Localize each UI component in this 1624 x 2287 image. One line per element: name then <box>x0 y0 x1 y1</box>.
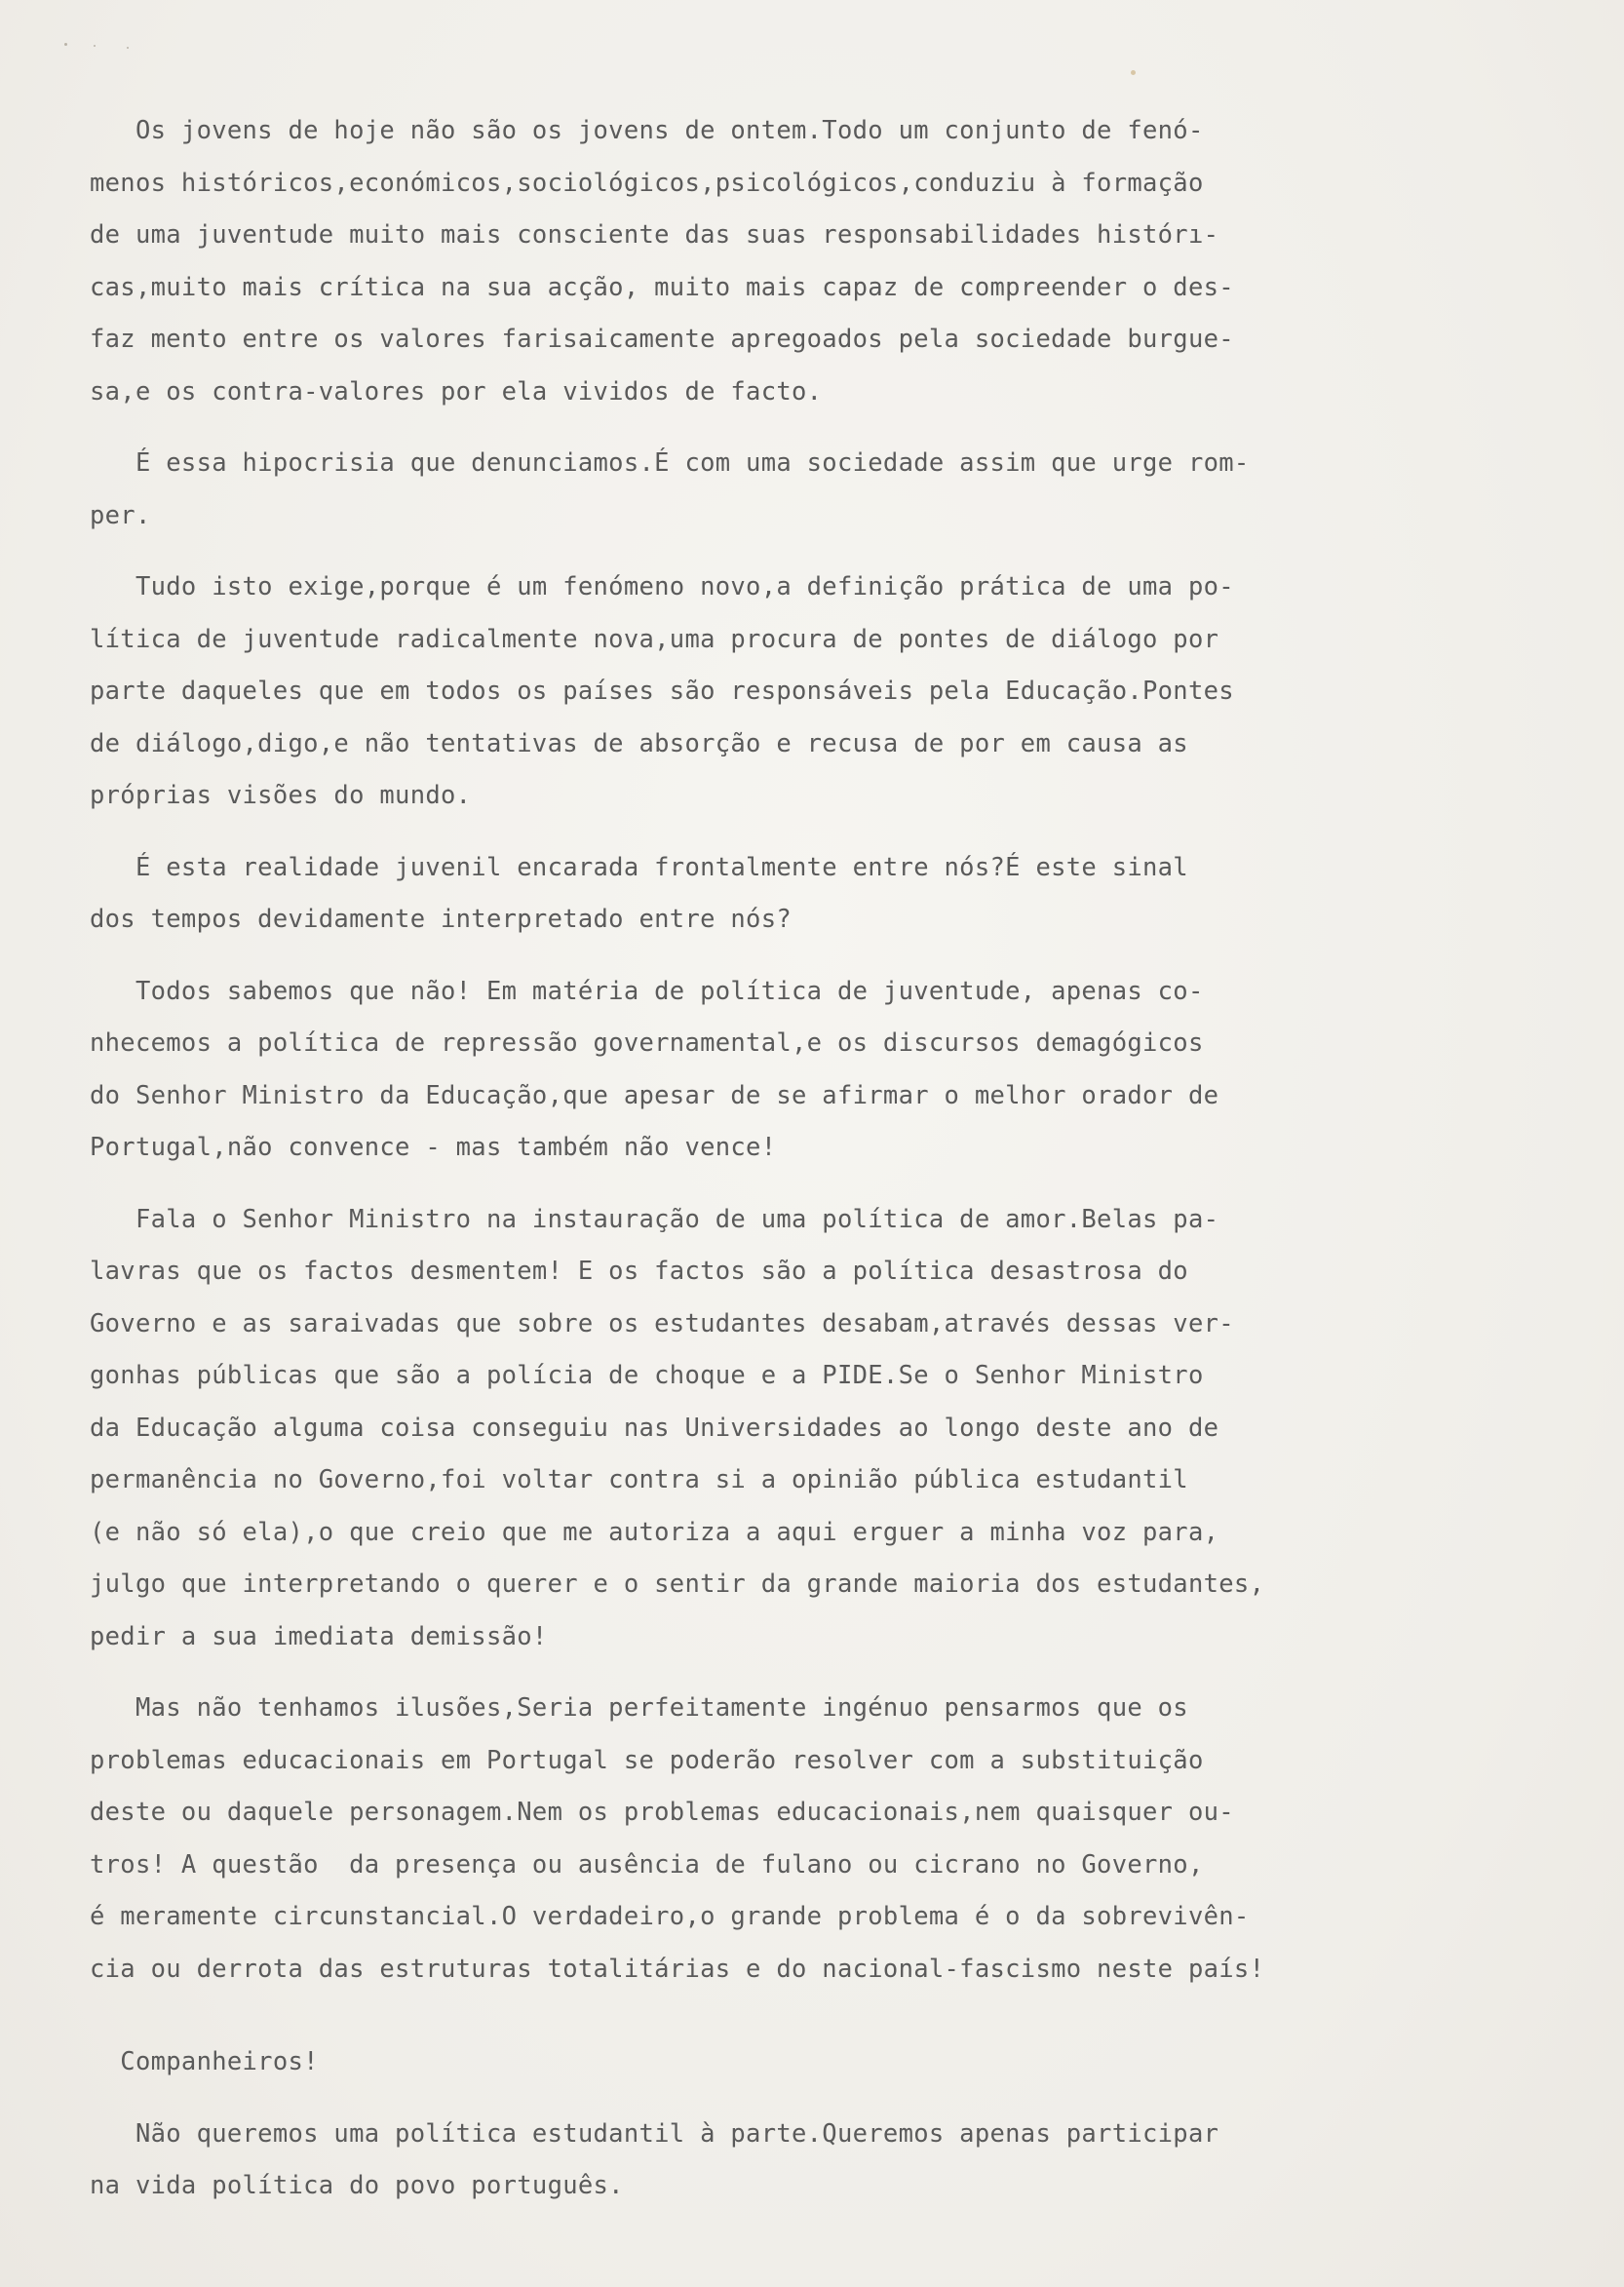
paragraph-gap <box>90 2089 1571 2109</box>
text-line: na vida política do povo português. <box>90 2171 624 2200</box>
paragraph-gap <box>90 1996 1571 2036</box>
ink-speck <box>64 43 67 46</box>
text-line: dos tempos devidamente interpretado entre nós? <box>90 905 793 934</box>
text-line: Todos sabemos que não! Em matéria de política de juventude, apenas co- <box>90 976 1204 1006</box>
text-line: pedir a sua imediata demissão! <box>90 1621 548 1651</box>
text-line: julgo que interpretando o querer e o sentir da grande maioria dos estudantes, <box>90 1570 1265 1599</box>
paragraph <box>90 842 1571 947</box>
text-line: deste ou daquele personagem.Nem os problemas educacionais,nem quaisquer ou- <box>90 1798 1234 1827</box>
text-line: tros! A questão da presença ou ausência de fulano ou cicrano no Governo, <box>90 1849 1204 1880</box>
paragraph-gap <box>90 1175 1571 1194</box>
paragraph <box>90 105 1571 418</box>
text-line: É esta realidade juvenil encarada frontalmente entre nós?É este sinal <box>90 852 1188 882</box>
paragraph-gap <box>90 1663 1571 1683</box>
text-line: per. <box>90 500 151 530</box>
document-body <box>90 105 1571 2213</box>
text-line: é meramente circunstancial.O verdadeiro,o grande problema é o da sobrevivên- <box>90 1902 1250 1931</box>
text-line: menos históricos,económicos,sociológicos,psicológicos,conduziu à formação <box>90 168 1204 198</box>
text-line: Fala o Senhor Ministro na instauração de uma política de amor.Belas pa- <box>90 1204 1219 1234</box>
text-line: de diálogo,digo,e não tentativas de absorção e recusa de por em causa as <box>90 728 1188 758</box>
text-line: Tudo isto exige,porque é um fenómeno novo,a definição prática de uma po- <box>90 572 1234 601</box>
text-line: Mas não tenhamos ilusões,Seria perfeitamente ingénuo pensarmos que os <box>90 1693 1188 1723</box>
text-line: gonhas públicas que são a polícia de choque e a PIDE.Se o Senhor Ministro <box>90 1361 1204 1390</box>
text-line: parte daqueles que em todos os países são responsáveis pela Educação.Pontes <box>90 677 1234 706</box>
text-line: Portugal,não convence - mas também não vence! <box>90 1133 777 1162</box>
paragraph <box>90 1683 1571 1996</box>
text-line: próprias visões do mundo. <box>90 781 472 810</box>
text-line: É essa hipocrisia que denunciamos.É com uma sociedade assim que urge rom- <box>90 448 1250 478</box>
salutation: Companheiros! <box>90 2047 319 2076</box>
text-line: de uma juventude muito mais consciente das suas responsabilidades histórı- <box>90 220 1219 250</box>
text-line: cia ou derrota das estruturas totalitárias e do nacional-fascismo neste país! <box>90 1954 1265 1984</box>
paragraph-gap <box>90 542 1571 562</box>
ink-speck <box>1131 70 1136 75</box>
paragraph <box>90 438 1571 542</box>
text-line: do Senhor Ministro da Educação,que apesar de se afirmar o melhor orador de <box>90 1080 1219 1110</box>
text-line: lavras que os factos desmentem! E os factos são a política desastrosa do <box>90 1257 1188 1286</box>
paragraph <box>90 1194 1571 1664</box>
text-line: Não queremos uma política estudantil à parte.Queremos apenas participar <box>90 2118 1219 2149</box>
text-line: permanência no Governo,foi voltar contra si a opinião pública estudantil <box>90 1465 1188 1494</box>
paragraph-gap <box>90 823 1571 842</box>
text-line: (e não só ela),o que creio que me autoriza a aqui erguer a minha voz para, <box>90 1517 1219 1547</box>
text-line: cas,muito mais crítica na sua acção, muito mais capaz de compreender o des- <box>90 272 1234 302</box>
paragraph <box>90 562 1571 823</box>
text-line: lítica de juventude radicalmente nova,uma procura de pontes de diálogo por <box>90 624 1219 654</box>
closing-paragraph <box>90 2109 1571 2213</box>
text-line: nhecemos a política de repressão governamental,e os discursos demagógicos <box>90 1028 1204 1058</box>
paragraph-gap <box>90 418 1571 438</box>
text-line: sa,e os contra-valores por ela vividos de facto. <box>90 376 823 407</box>
ink-speck <box>94 45 96 47</box>
text-line: Os jovens de hoje não são os jovens de ontem.Todo um conjunto de fenó- <box>90 116 1204 145</box>
text-line: Governo e as saraivadas que sobre os estudantes desabam,através dessas ver- <box>90 1308 1234 1338</box>
text-line: faz mento entre os valores farisaicamente apregoados pela sociedade burgue- <box>90 325 1234 354</box>
paragraph-gap <box>90 947 1571 966</box>
paragraph <box>90 966 1571 1175</box>
ink-speck <box>127 47 129 49</box>
text-line: problemas educacionais em Portugal se poderão resolver com a substituição <box>90 1745 1204 1775</box>
text-line: da Educação alguma coisa conseguiu nas Universidades ao longo deste ano de <box>90 1413 1219 1443</box>
